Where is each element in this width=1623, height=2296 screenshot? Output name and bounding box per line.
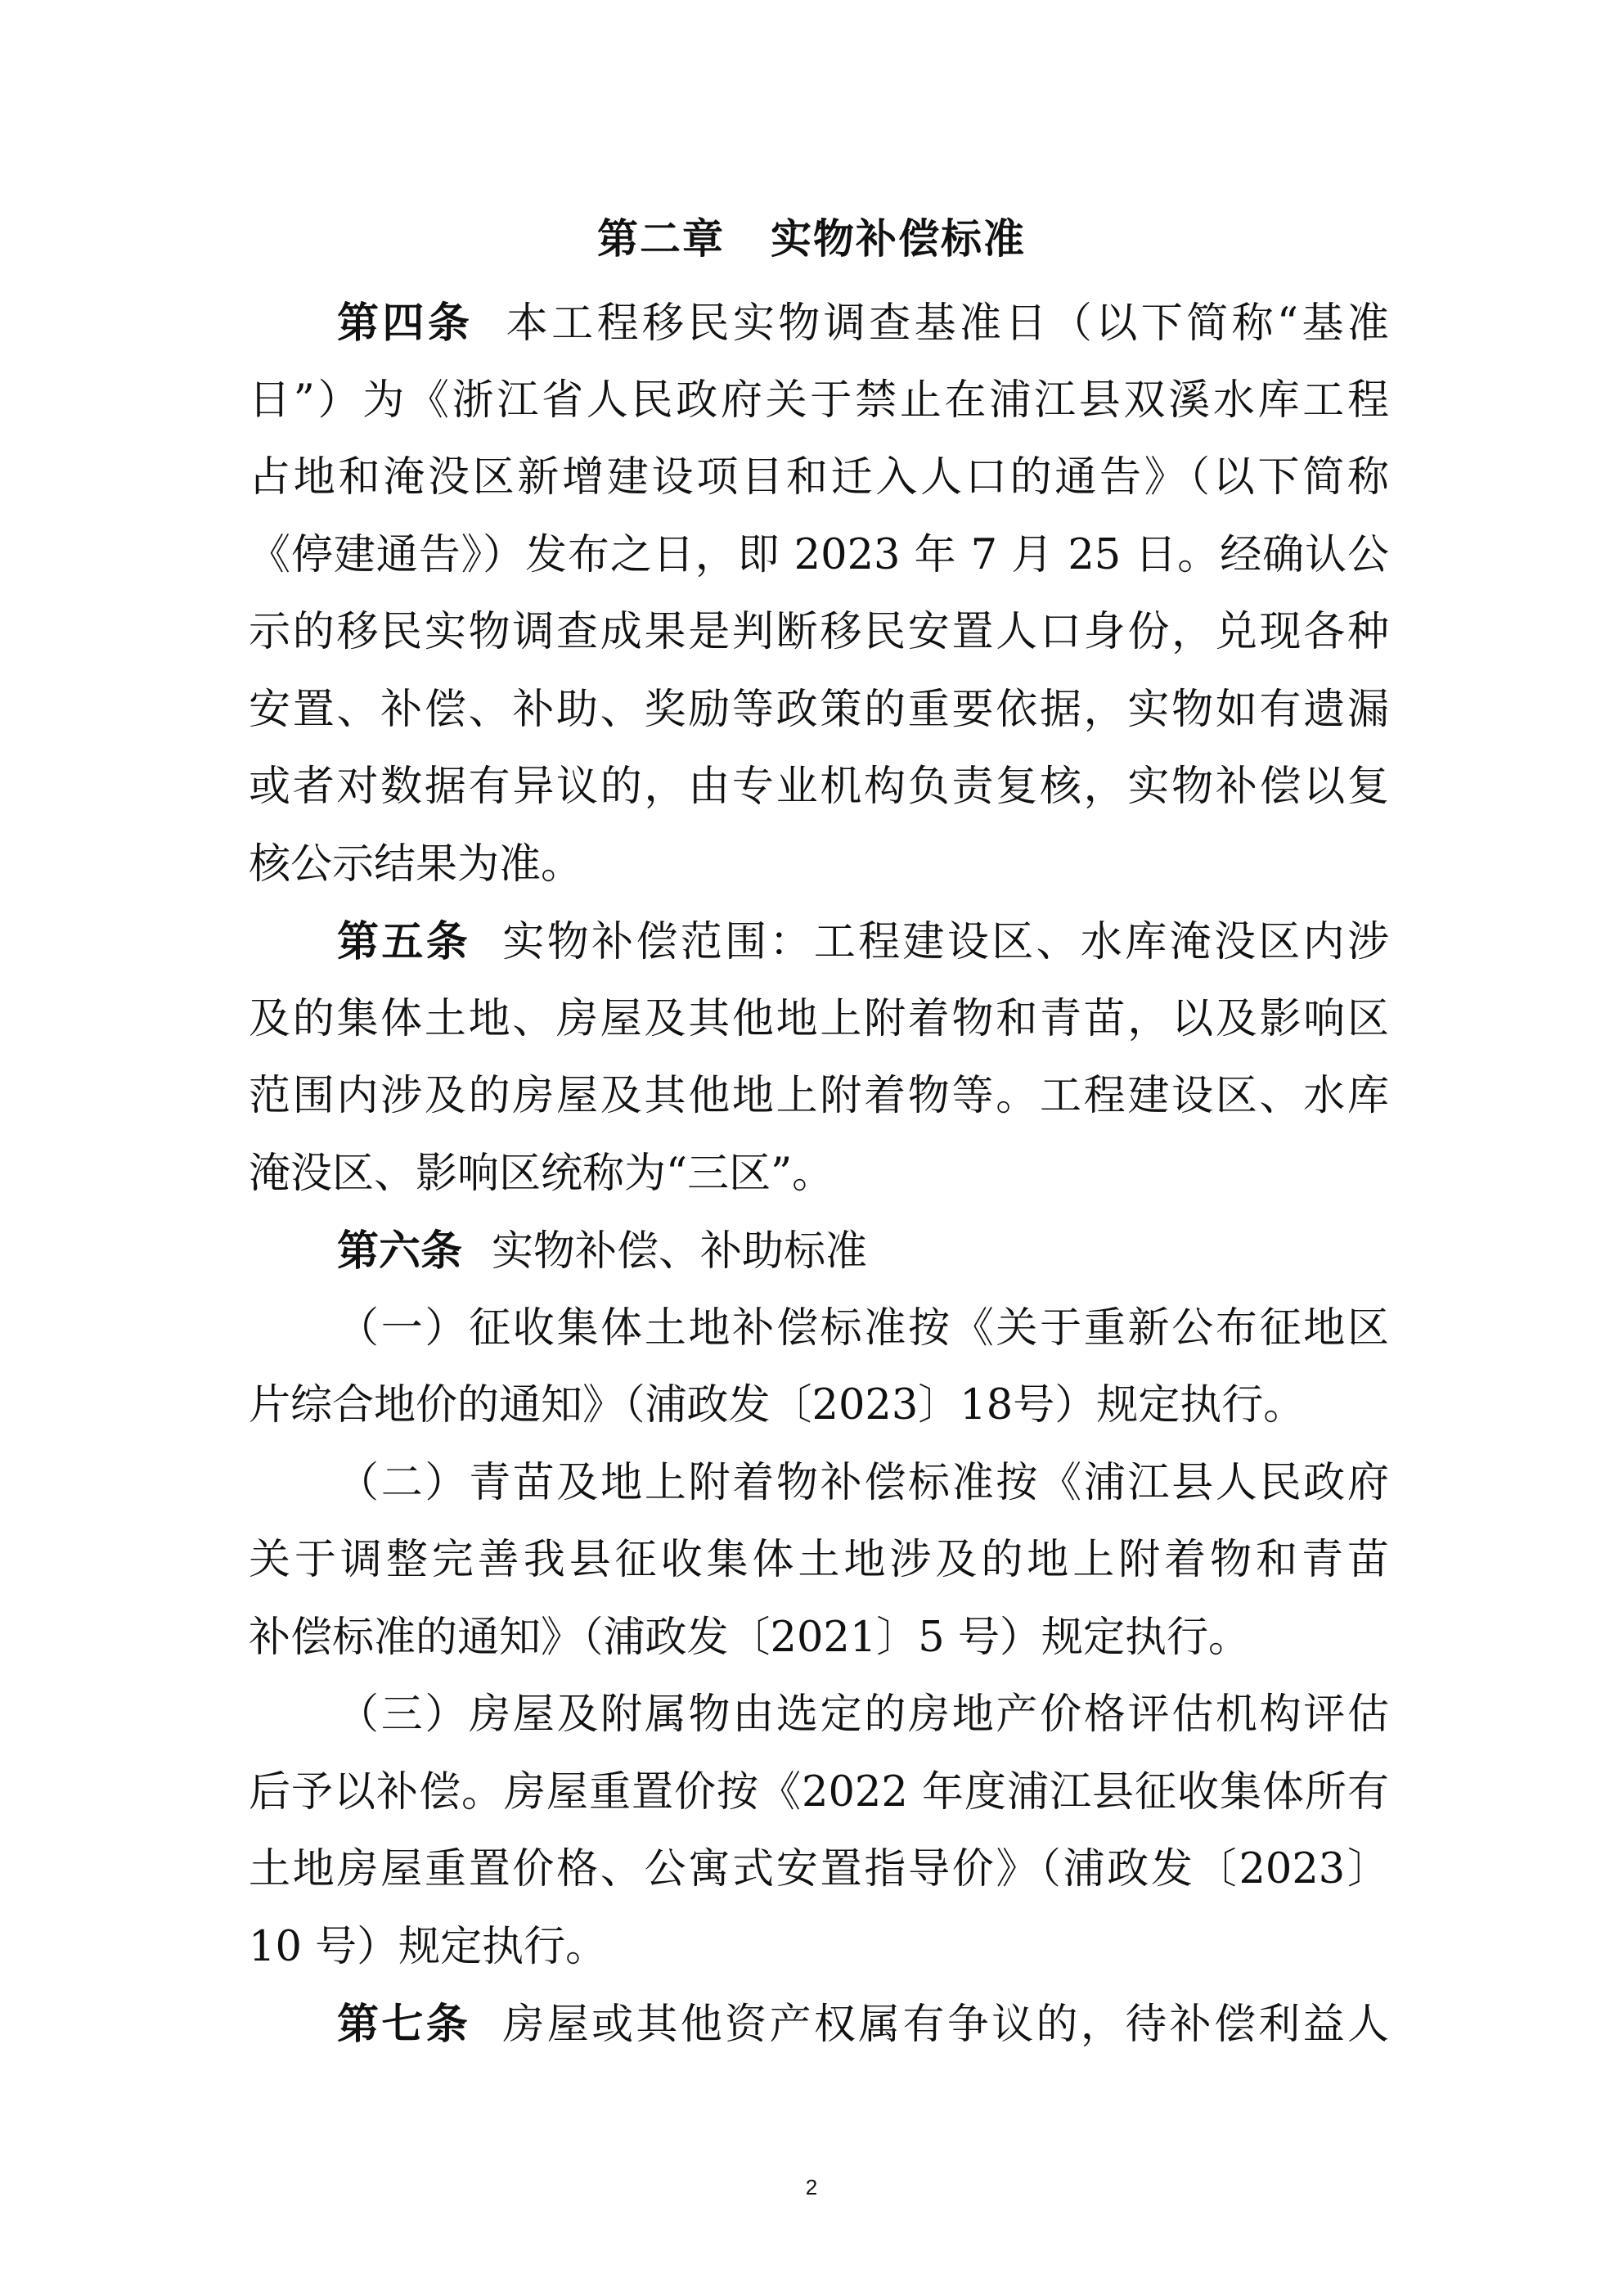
article-4-label: 第四条 xyxy=(337,299,474,348)
article-5-line: 及的集体土地、房屋及其他地上附着物和青苗，以及影响区 xyxy=(249,994,1389,1043)
article-6-item-2-line: 关于调整完善我县征收集体土地涉及的地上附着物和青苗 xyxy=(249,1536,1389,1584)
article-6-item-2-line: （二）青苗及地上附着物补偿标准按《浦江县人民政府 xyxy=(337,1458,1389,1507)
article-6-item-3-line: （三）房屋及附属物由选定的房地产价格评估机构评估 xyxy=(337,1690,1389,1739)
page-number: 2 xyxy=(805,2175,818,2199)
article-6-item-2-line: 补偿标准的通知》（浦政发〔2021〕5 号）规定执行。 xyxy=(249,1613,1250,1662)
article-7-line: 第七条 房屋或其他资产权属有争议的，待补偿利益人 xyxy=(337,2000,1389,2049)
article-5-label: 第五条 xyxy=(337,917,471,966)
chapter-heading xyxy=(0,206,1623,272)
article-4-line: 日”）为《浙江省人民政府关于禁止在浦江县双溪水库工程 xyxy=(249,376,1389,425)
article-4-line: 占地和淹没区新增建设项目和迁入人口的通告》（以下简称 xyxy=(249,453,1389,502)
article-6-item-3-line: 土地房屋重置价格、公寓式安置指导价》（浦政发〔2023〕 xyxy=(249,1845,1389,1893)
article-7-label: 第七条 xyxy=(337,2000,471,2049)
article-6-heading: 第六条 实物补偿、补助标准 xyxy=(337,1227,868,1276)
article-6-item-3-line: 后予以补偿。房屋重置价按《2022 年度浦江县征收集体所有 xyxy=(249,1767,1389,1817)
article-6-label: 第六条 xyxy=(337,1227,463,1276)
article-4-line: 核公示结果为准。 xyxy=(249,840,583,889)
article-6-item-1-line: 片综合地价的通知》（浦政发〔2023〕18号）规定执行。 xyxy=(249,1381,1306,1429)
article-4-line: 《停建通告》）发布之日，即 2023 年 7 月 25 日。经确认公 xyxy=(249,530,1389,579)
article-4-line: 安置、补偿、补助、奖励等政策的重要依据，实物如有遗漏 xyxy=(249,685,1389,734)
article-5-line: 范围内涉及的房屋及其他地上附着物等。工程建设区、水库 xyxy=(249,1072,1389,1120)
article-4-line: 第四条 本工程移民实物调查基准日（以下简称“基准 xyxy=(337,299,1389,348)
article-4-line: 或者对数据有异议的，由专业机构负责复核，实物补偿以复 xyxy=(249,763,1389,811)
document-body xyxy=(249,285,1389,2064)
article-6-item-3-line: 10 号）规定执行。 xyxy=(249,1922,608,1971)
chapter-title: 实物补偿标准 xyxy=(771,214,1026,263)
article-5-line: 第五条 实物补偿范围：工程建设区、水库淹没区内涉 xyxy=(337,917,1389,966)
article-4-line: 示的移民实物调查成果是判断移民安置人口身份，兑现各种 xyxy=(249,608,1389,656)
article-5-line: 淹没区、影响区统称为“三区”。 xyxy=(249,1149,834,1198)
chapter-number: 第二章 xyxy=(597,214,725,263)
article-6-item-1-line: （一）征收集体土地补偿标准按《关于重新公布征地区 xyxy=(337,1303,1389,1353)
